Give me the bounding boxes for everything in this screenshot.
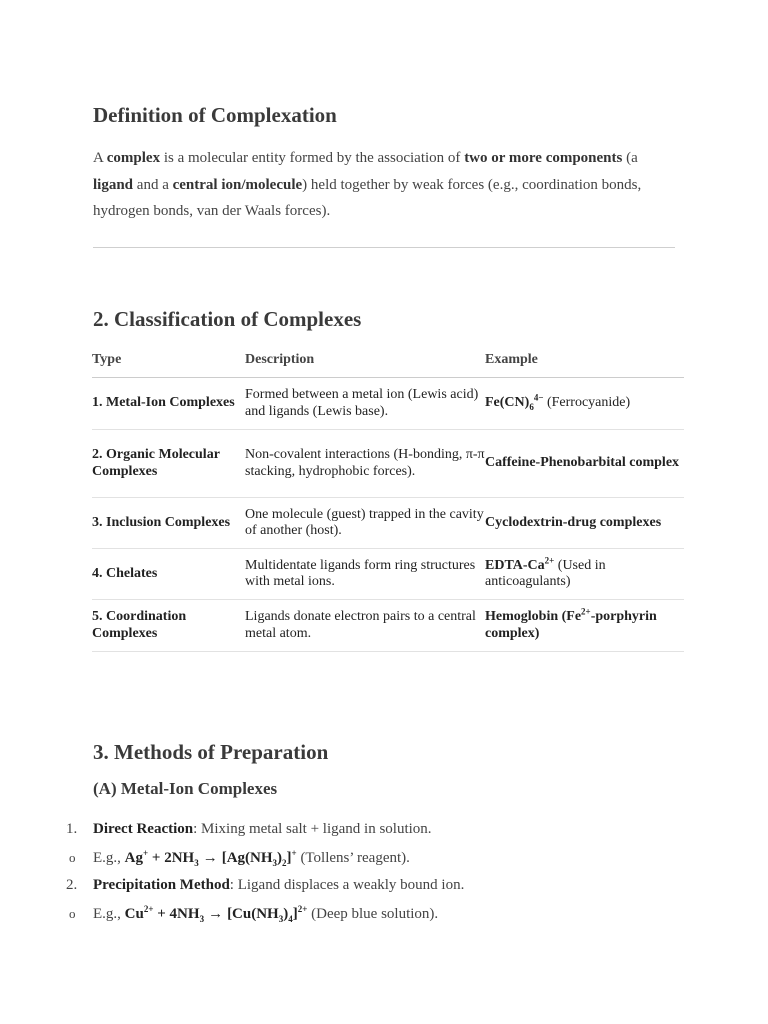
header-description: Description	[245, 343, 485, 378]
definition-text-2: is a molecular entity formed by the association of	[160, 150, 465, 166]
row-type: 3. Inclusion Complexes	[92, 498, 245, 549]
table-row	[92, 498, 684, 549]
row-example: Caffeine-Phenobarbital complex	[485, 430, 684, 498]
row-type: 1. Metal-Ion Complexes	[92, 378, 245, 430]
definition-heading: Definition of Complexation	[93, 103, 337, 127]
table-header-row	[92, 343, 684, 378]
list-number: 1.	[66, 821, 78, 837]
section-divider	[93, 247, 675, 248]
row-example: EDTA-$Ca^{2+}$ (Used in anticoagulants)	[485, 549, 684, 600]
arrow-icon: →	[202, 850, 218, 866]
arrow-icon: →	[208, 906, 224, 922]
methods-heading: 3. Methods of Preparation	[93, 740, 329, 764]
row-type: 5. Coordination Complexes	[92, 600, 245, 652]
definition-term-central-ion: central ion/molecule	[172, 176, 303, 193]
definition-text-1: A	[93, 150, 107, 166]
metal-ion-subheading: (A) Metal-Ion Complexes	[93, 779, 278, 798]
table-row	[92, 378, 684, 430]
classification-heading: 2. Classification of Complexes	[93, 307, 362, 331]
row-description: Formed between a metal ion (Lewis acid) and ligands (Lewis base).	[245, 378, 485, 430]
row-example: $Fe(CN)_6^{4-}$ (Ferrocyanide)	[485, 378, 684, 430]
row-description: Non-covalent interactions (H-bonding, π-π stacking, hydrophobic forces).	[245, 430, 485, 498]
definition-text-4: and a	[133, 176, 173, 193]
definition-text-5: ) held together by weak forces (e.g., coordination bonds, hydrogen bonds, van der Waals forces).	[93, 176, 642, 219]
example-note: (Tollens’ reagent).	[296, 850, 410, 866]
method-text: : Ligand displaces a weakly bound ion.	[229, 877, 465, 893]
row-description: One molecule (guest) trapped in the cavity of another (host).	[245, 498, 485, 549]
definition-text-3: (a	[622, 150, 638, 166]
definition-term-components: two or more components	[464, 150, 623, 166]
definition-term-ligand: ligand	[93, 176, 134, 193]
bullet-marker: o	[69, 850, 76, 865]
definition-term-complex: complex	[106, 150, 161, 166]
table-row	[92, 549, 684, 600]
method-title: Direct Reaction	[93, 821, 194, 837]
row-example: Hemoglobin ($Fe^{2+}$-porphyrin complex)	[485, 600, 684, 652]
reaction-equation: $Ag^+ + 2NH_3 \to [Ag(NH_3)_2]^+$	[124, 848, 297, 868]
header-example: Example	[485, 343, 684, 378]
table-row	[92, 430, 684, 498]
list-number: 2.	[66, 877, 78, 893]
row-description: Ligands donate electron pairs to a central metal atom.	[245, 600, 485, 652]
row-type: 4. Chelates	[92, 549, 245, 600]
row-example: Cyclodextrin-drug complexes	[485, 498, 684, 549]
bullet-marker: o	[69, 906, 76, 921]
example-note: (Deep blue solution).	[307, 906, 439, 922]
method-title: Precipitation Method	[93, 877, 230, 893]
definition-paragraph	[93, 145, 653, 225]
row-type: 2. Organic Molecular Complexes	[92, 430, 245, 498]
example-prefix: E.g.,	[93, 906, 125, 922]
method-text: : Mixing metal salt + ligand in solution.	[193, 821, 432, 837]
classification-table	[92, 343, 684, 652]
header-type: Type	[92, 343, 245, 378]
row-description: Multidentate ligands form ring structures with metal ions.	[245, 549, 485, 600]
reaction-equation: $Cu^{2+} + 4NH_3 \to [Cu(NH_3)_4]^{2+}$	[124, 904, 308, 924]
table-row	[92, 600, 684, 652]
example-prefix: E.g.,	[93, 850, 125, 866]
